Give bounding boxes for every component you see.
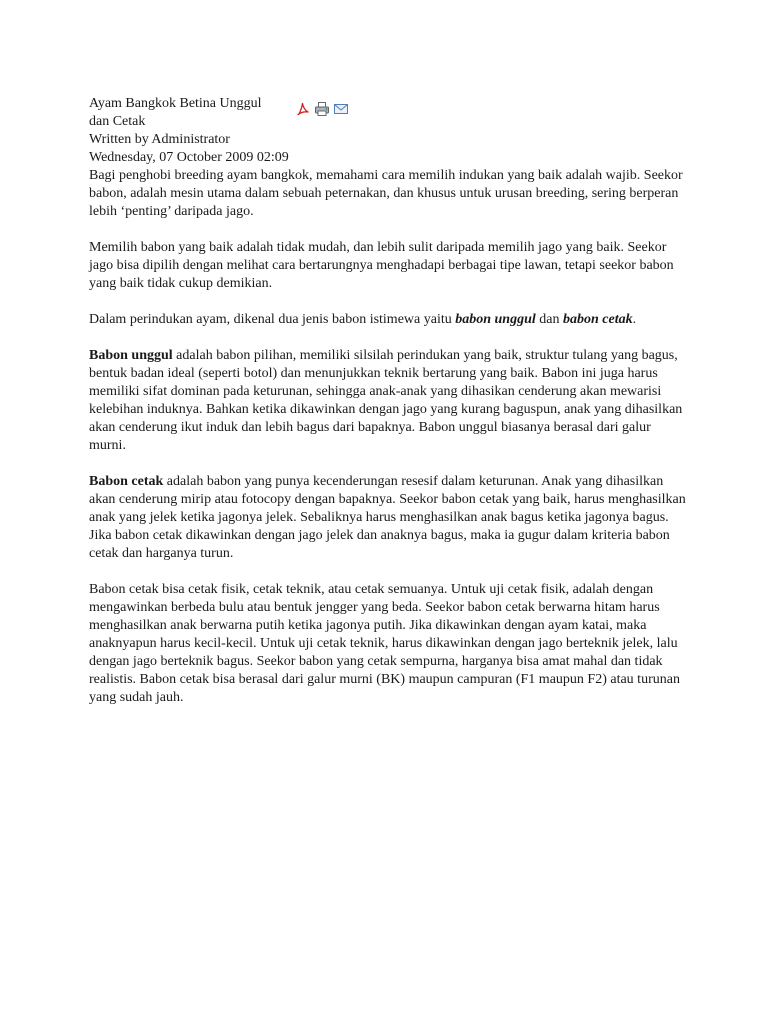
paragraph-cetak-types: Babon cetak bisa cetak fisik, cetak teknik, atau cetak semuanya. Untuk uji cetak fisik, adalah dengan mengawinkan berbeda bulu atau bentuk jengger yang beda. Seekor babon cetak berwarna hitam harus menghasilkan anak berwarna putih ketika jagonya putih. Jika dikawinkan dengan ayam katai, maka anaknyapun harus kecil-kecil. Untuk uji cetak teknik, harus dikawinkan dengan jago berteknik jelek, lalu dengan jago berteknik bagus. Seekor babon yang cetak sempurna, harganya bisa amat mahal dan tidak realistis. Babon cetak bisa berasal dari galur murni (BK) maupun campuran (F1 maupun F2) atau turunan yang sudah jauh. [89,582,680,705]
paragraph-types [89,311,689,329]
paragraph-text: . [632,312,637,327]
term-babon-unggul-bold: Babon unggul [89,348,173,363]
article [89,95,689,725]
article-author: Written by Administrator [89,132,230,147]
email-icon[interactable] [333,101,349,117]
pdf-icon[interactable] [295,101,311,117]
term-babon-unggul: babon unggul [455,312,536,327]
paragraph-text: adalah babon pilihan, memiliki silsilah perindukan yang baik, struktur tulang yang bagus, bentuk badan ideal (seperti botol) dan menunjukkan teknik bertarung yang baik. Babon ini juga harus memiliki sifat dominan pada keturunan, sehingga anak-anak yang dihasikan cenderung akan mewarisi kelebihan induknya. Bahkan ketika dikawinkan dengan jago yang kurang baguspun, anak yang dihasilkan akan cenderung ikut induk dan lebih bagus dari bapaknya. Babon unggul biasanya berasal dari galur murni. [89,348,683,453]
paragraph-choosing: Memilih babon yang baik adalah tidak mudah, dan lebih sulit daripada memilih jago yang baik. Seekor jago bisa dipilih dengan melihat cara bertarungnya menghadapi berbagai tipe lawan, tetapi seekor babon yang baik tidak cukup demikian. [89,240,674,291]
term-babon-cetak: babon cetak [563,312,633,327]
print-icon[interactable] [314,101,330,117]
paragraph-text: dan [535,312,563,327]
paragraph-babon-cetak [89,473,689,563]
article-actions [295,101,349,117]
term-babon-cetak-bold: Babon cetak [89,474,164,489]
paragraph-text: adalah babon yang punya kecenderungan resesif dalam keturunan. Anak yang dihasilkan akan cenderung mirip atau fotocopy dengan bapaknya. Seekor babon cetak yang baik, harus menghasilkan anak yang jelek ketika jagonya jelek. Sebaliknya harus menghasilkan anak bagus ketika jagonya bagus. Jika babon cetak dikawinkan dengan jago jelek dan anaknya bagus, maka ia gugur dalam kriteria babon cetak dan harganya turun. [89,474,686,561]
paragraph-babon-unggul [89,347,689,455]
paragraph-intro: Bagi penghobi breeding ayam bangkok, memahami cara memilih indukan yang baik adalah wajib. Seekor babon, adalah mesin utama dalam sebuah peternakan, dan khusus untuk urusan breeding, sering berperan lebih ‘penting’ daripada jago. [89,168,683,219]
article-date: Wednesday, 07 October 2009 02:09 [89,150,289,165]
article-title: Ayam Bangkok Betina Unggul dan Cetak [89,96,262,129]
article-header [89,95,689,131]
paragraph-text: Dalam perindukan ayam, dikenal dua jenis babon istimewa yaitu [89,312,456,327]
